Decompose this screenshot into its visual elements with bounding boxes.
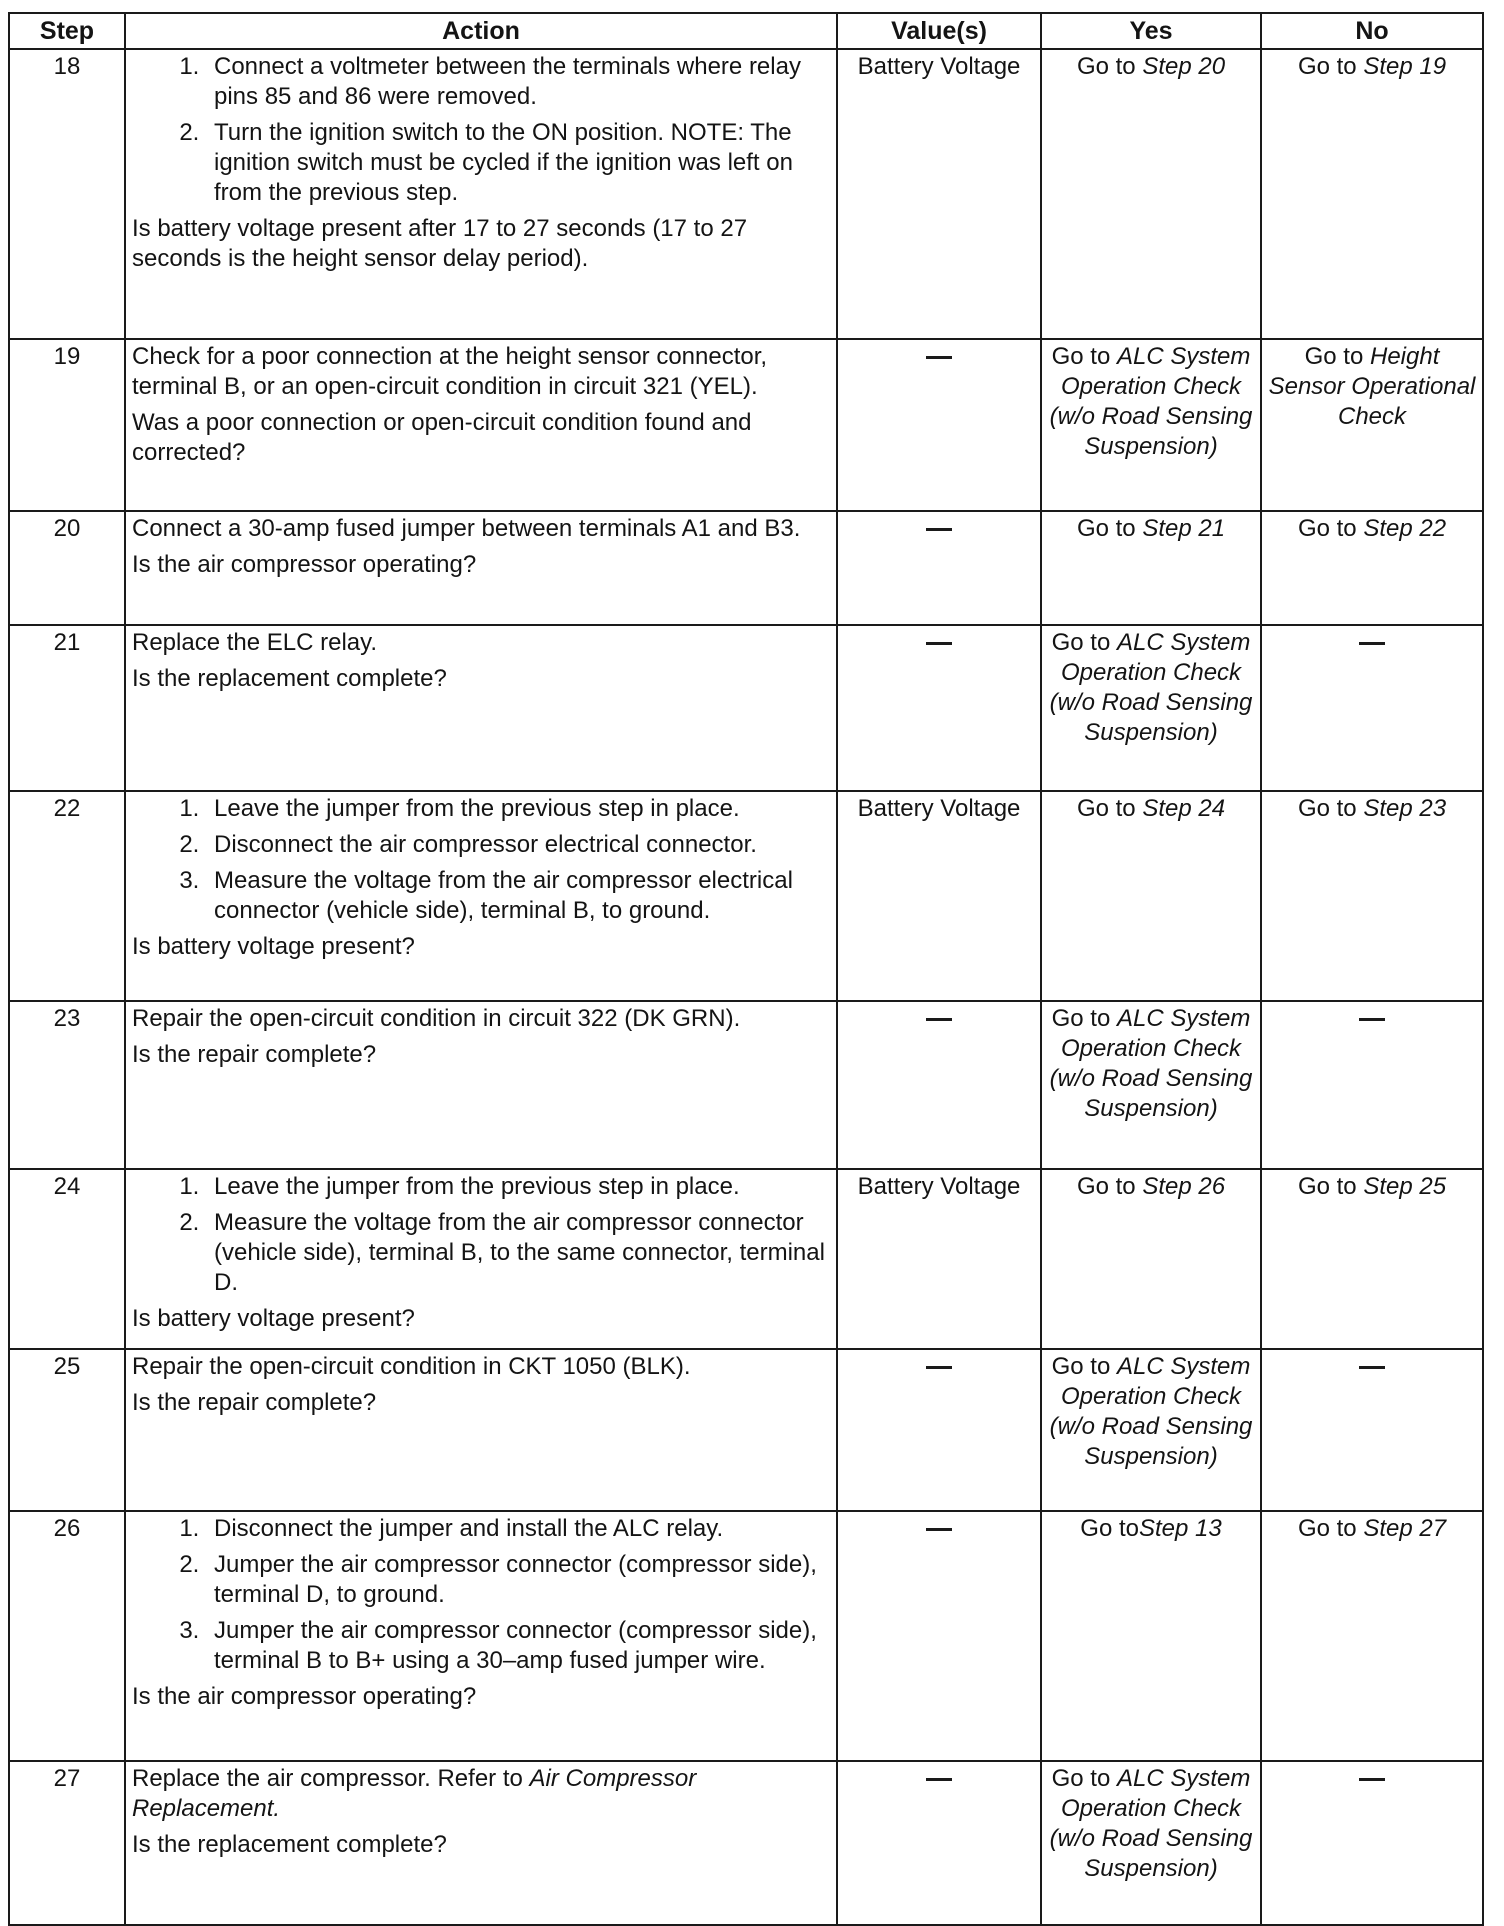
action-step: 3. Jumper the air compressor connector (compressor side), terminal B to B+ using a 30–amp fused jumper wire.: [206, 1616, 830, 1676]
no-cell: [1261, 339, 1483, 511]
go-to-label: Go to: [1297, 515, 1364, 542]
go-to-label: Go to: [1051, 1005, 1117, 1032]
yes-target: Step 13: [1138, 1515, 1222, 1542]
go-to-label: Go to: [1051, 629, 1117, 656]
table-row: [9, 1511, 1483, 1761]
yes-cell: [1041, 1511, 1261, 1761]
action-steps: [132, 52, 830, 208]
header-values: Value(s): [837, 13, 1041, 49]
dash-mark: [1359, 1778, 1385, 1781]
no-target: Height Sensor Operational Check: [1268, 343, 1476, 430]
action-text: Connect a 30-amp fused jumper between terminals A1 and B3.: [132, 515, 801, 542]
value-cell: [837, 1349, 1041, 1511]
yes-target: ALC System Operation Check (w/o Road Sensing Suspension): [1049, 629, 1253, 746]
dash-mark: [926, 356, 952, 359]
dash-mark: [1359, 1366, 1385, 1369]
action-text-prefix: Replace the air compressor. Refer to: [132, 1765, 530, 1792]
value-cell: [837, 511, 1041, 625]
table-row: [9, 511, 1483, 625]
action-cell: [125, 1349, 837, 1511]
step-number: 23: [9, 1001, 125, 1169]
yes-cell: [1041, 1001, 1261, 1169]
action-question: Is battery voltage present after 17 to 27 seconds (17 to 27 seconds is the height sensor delay period).: [132, 215, 748, 272]
go-to-label: Go to: [1304, 343, 1370, 370]
action-cell: [125, 1511, 837, 1761]
no-target: Step 22: [1363, 515, 1447, 542]
go-to-label: Go to: [1051, 343, 1117, 370]
value-cell: Battery Voltage: [837, 791, 1041, 1001]
step-number: 26: [9, 1511, 125, 1761]
go-to-label: Go to: [1297, 1515, 1364, 1542]
yes-cell: [1041, 1349, 1261, 1511]
yes-target: Step 20: [1142, 53, 1226, 80]
yes-cell: [1041, 1761, 1261, 1925]
yes-target: Step 21: [1142, 515, 1226, 542]
no-target: Step 19: [1363, 53, 1447, 80]
table-row: [9, 1761, 1483, 1925]
no-target: Step 27: [1363, 1515, 1447, 1542]
go-to-label: Go to: [1051, 1765, 1117, 1792]
procedure-reference: Air Compressor Replacement.: [132, 1765, 697, 1822]
table-row: [9, 791, 1483, 1001]
action-cell: [125, 1761, 837, 1925]
yes-cell: [1041, 511, 1261, 625]
action-step: 2. Disconnect the air compressor electrical connector.: [206, 830, 830, 860]
diagnostic-table: [8, 12, 1484, 1926]
table-row: [9, 49, 1483, 339]
no-cell: [1261, 1511, 1483, 1761]
step-number: 19: [9, 339, 125, 511]
action-steps: [132, 1172, 830, 1298]
action-text: Replace the ELC relay.: [132, 629, 378, 656]
go-to-label: Go to: [1076, 53, 1143, 80]
step-number: 18: [9, 49, 125, 339]
action-cell: [125, 625, 837, 791]
yes-cell: [1041, 1169, 1261, 1349]
action-question: Is battery voltage present?: [132, 933, 415, 960]
table-row: [9, 1349, 1483, 1511]
step-number: 20: [9, 511, 125, 625]
value-cell: [837, 625, 1041, 791]
yes-target: ALC System Operation Check (w/o Road Sensing Suspension): [1049, 1005, 1253, 1122]
no-target: Step 25: [1363, 1173, 1447, 1200]
header-step: Step: [9, 13, 125, 49]
value-cell: Battery Voltage: [837, 1169, 1041, 1349]
dash-mark: [1359, 642, 1385, 645]
table-row: [9, 1001, 1483, 1169]
header-row: [9, 13, 1483, 49]
dash-mark: [1359, 1018, 1385, 1021]
step-number: 24: [9, 1169, 125, 1349]
action-question: Is the air compressor operating?: [132, 1683, 477, 1710]
action-steps: [132, 794, 830, 926]
value-cell: [837, 1511, 1041, 1761]
action-text: Check for a poor connection at the height sensor connector, terminal B, or an open-circuit condition in circuit 321 (YEL).: [132, 343, 768, 400]
action-cell: [125, 791, 837, 1001]
no-cell: [1261, 625, 1483, 791]
no-cell: [1261, 49, 1483, 339]
value-cell: Battery Voltage: [837, 49, 1041, 339]
no-cell: [1261, 511, 1483, 625]
go-to-label: Go to: [1297, 53, 1364, 80]
step-number: 21: [9, 625, 125, 791]
action-cell: [125, 1169, 837, 1349]
table-row: [9, 339, 1483, 511]
header-no: No: [1261, 13, 1483, 49]
action-cell: [125, 339, 837, 511]
action-cell: [125, 1001, 837, 1169]
action-text: [132, 1764, 830, 1824]
no-cell: [1261, 1349, 1483, 1511]
dash-mark: [926, 1018, 952, 1021]
action-question: Is the replacement complete?: [132, 665, 447, 692]
action-question: Was a poor connection or open-circuit condition found and corrected?: [132, 409, 752, 466]
yes-cell: [1041, 625, 1261, 791]
action-step: 3. Measure the voltage from the air compressor electrical connector (vehicle side), terminal B, to ground.: [206, 866, 830, 926]
go-to-label: Go to: [1297, 1173, 1364, 1200]
no-target: Step 23: [1363, 795, 1447, 822]
yes-cell: [1041, 791, 1261, 1001]
dash-mark: [926, 1366, 952, 1369]
step-number: 22: [9, 791, 125, 1001]
go-to-label: Go to: [1080, 1515, 1139, 1542]
action-question: Is battery voltage present?: [132, 1305, 415, 1332]
action-step: 1. Disconnect the jumper and install the ALC relay.: [206, 1514, 830, 1544]
dash-mark: [926, 1528, 952, 1531]
action-question: Is the replacement complete?: [132, 1831, 447, 1858]
action-step: 2. Jumper the air compressor connector (compressor side), terminal D, to ground.: [206, 1550, 830, 1610]
no-cell: [1261, 791, 1483, 1001]
table-row: [9, 1169, 1483, 1349]
go-to-label: Go to: [1076, 1173, 1143, 1200]
no-cell: [1261, 1001, 1483, 1169]
action-step: 1. Leave the jumper from the previous step in place.: [206, 794, 830, 824]
yes-cell: [1041, 49, 1261, 339]
action-text: Repair the open-circuit condition in circuit 322 (DK GRN).: [132, 1005, 741, 1032]
dash-mark: [926, 642, 952, 645]
yes-target: Step 24: [1142, 795, 1226, 822]
no-cell: [1261, 1761, 1483, 1925]
action-step: 2. Turn the ignition switch to the ON position. NOTE: The ignition switch must be cycled if the ignition was left on from the previous step.: [206, 118, 830, 208]
no-cell: [1261, 1169, 1483, 1349]
yes-cell: [1041, 339, 1261, 511]
action-step: 2. Measure the voltage from the air compressor connector (vehicle side), terminal B, to the same connector, terminal D.: [206, 1208, 830, 1298]
yes-target: Step 26: [1142, 1173, 1226, 1200]
step-number: 27: [9, 1761, 125, 1925]
dash-mark: [926, 528, 952, 531]
value-cell: [837, 1001, 1041, 1169]
action-steps: [132, 1514, 830, 1676]
dash-mark: [926, 1778, 952, 1781]
action-cell: [125, 511, 837, 625]
action-cell: [125, 49, 837, 339]
action-text: Repair the open-circuit condition in CKT 1050 (BLK).: [132, 1353, 691, 1380]
go-to-label: Go to: [1076, 795, 1143, 822]
action-question: Is the air compressor operating?: [132, 551, 477, 578]
value-cell: [837, 339, 1041, 511]
yes-target: ALC System Operation Check (w/o Road Sensing Suspension): [1049, 1353, 1253, 1470]
action-question: Is the repair complete?: [132, 1389, 377, 1416]
yes-target: ALC System Operation Check (w/o Road Sensing Suspension): [1049, 1765, 1253, 1882]
action-step: 1. Leave the jumper from the previous step in place.: [206, 1172, 830, 1202]
value-cell: [837, 1761, 1041, 1925]
header-action: Action: [125, 13, 837, 49]
action-question: Is the repair complete?: [132, 1041, 377, 1068]
yes-target: ALC System Operation Check (w/o Road Sensing Suspension): [1049, 343, 1253, 460]
action-step: 1. Connect a voltmeter between the terminals where relay pins 85 and 86 were removed.: [206, 52, 830, 112]
go-to-label: Go to: [1051, 1353, 1117, 1380]
header-yes: Yes: [1041, 13, 1261, 49]
go-to-label: Go to: [1076, 515, 1143, 542]
table-row: [9, 625, 1483, 791]
go-to-label: Go to: [1297, 795, 1364, 822]
step-number: 25: [9, 1349, 125, 1511]
